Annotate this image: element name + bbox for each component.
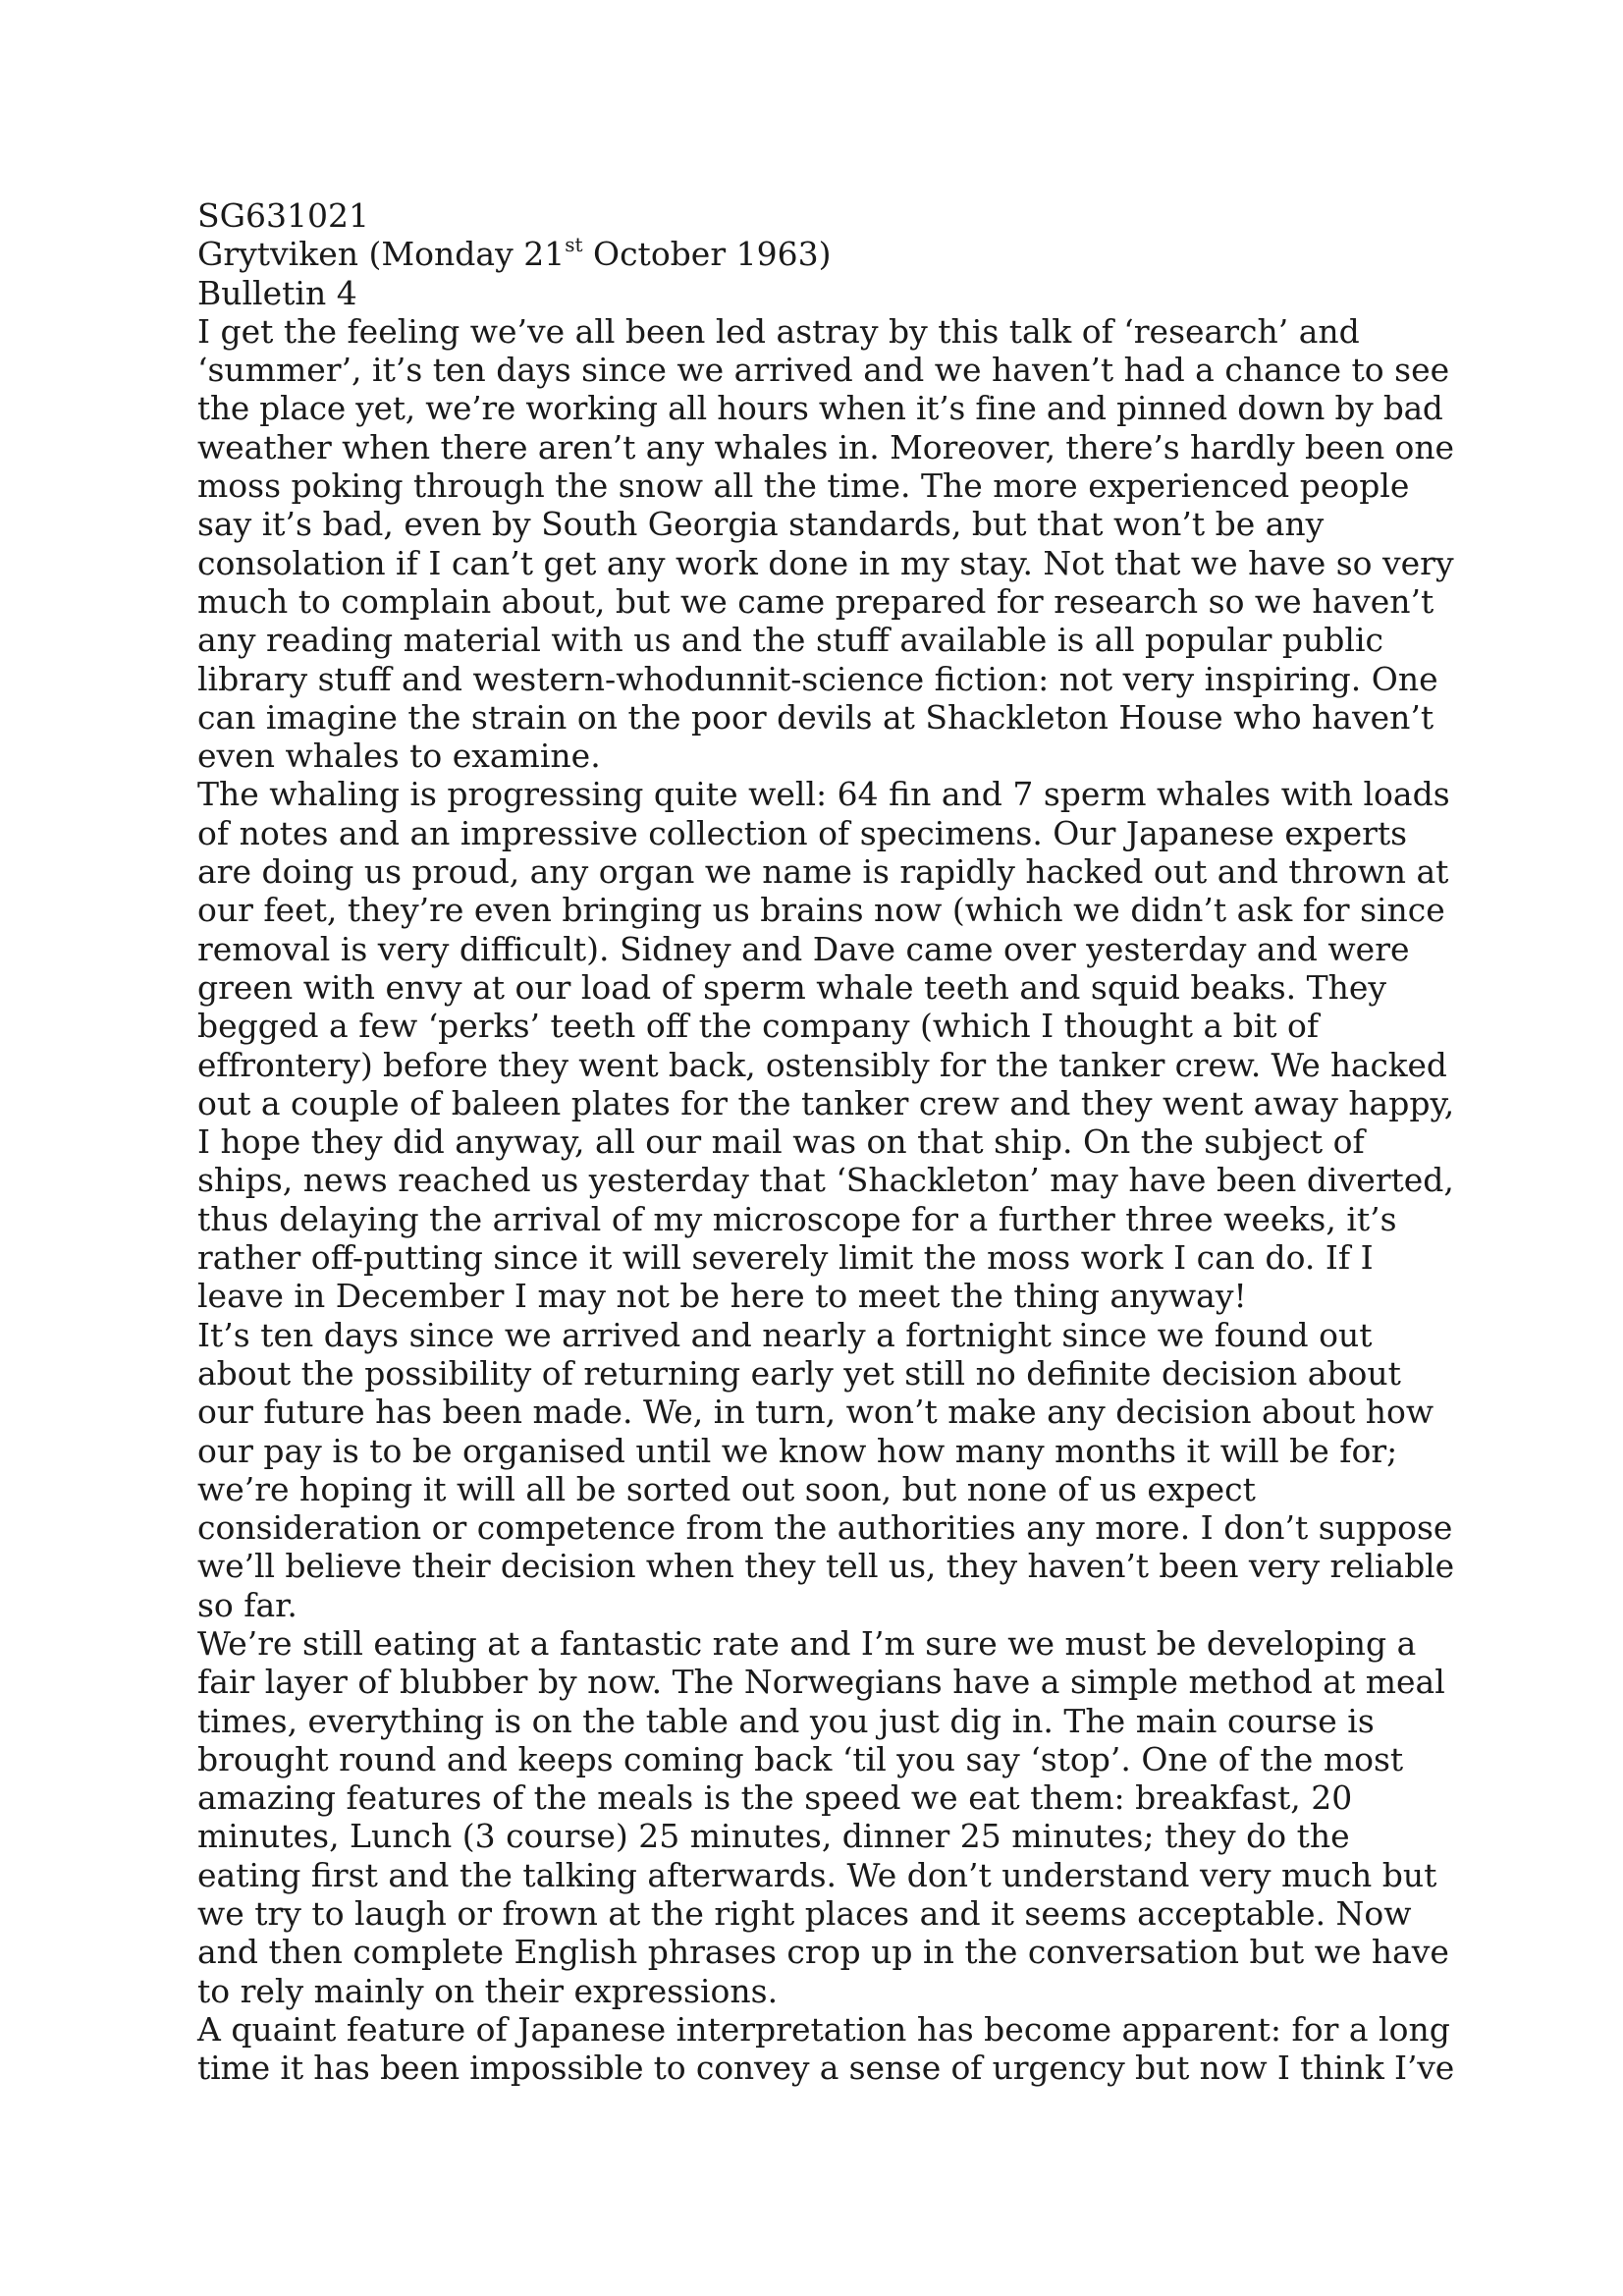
text-line: our pay is to be organised until we know how many months it will be for; — [197, 1431, 1398, 1470]
paragraph — [197, 1316, 1454, 1624]
paragraph — [197, 312, 1454, 776]
text-line: of notes and an impressive collection of specimens. Our Japanese experts — [197, 813, 1408, 852]
text-line: ‘summer’, it’s ten days since we arrived and we haven’t had a chance to see — [197, 351, 1450, 390]
text-line: the place yet, we’re working all hours when it’s fine and pinned down by bad — [197, 389, 1443, 428]
text-line: so far. — [197, 1585, 298, 1624]
text-line: about the possibility of returning early yet still no definite decision about — [197, 1353, 1401, 1393]
text-line: even whales to examine. — [197, 737, 601, 776]
text-line: It’s ten days since we arrived and nearly a fortnight since we found out — [197, 1315, 1373, 1354]
text-line: weather when there aren’t any whales in. Moreover, there’s hardly been one — [197, 427, 1454, 466]
body-text — [197, 312, 1454, 2088]
document-reference: SG631021 — [197, 196, 369, 235]
text-line: brought round and keeps coming back ‘til you say ‘stop’. One of the most — [197, 1739, 1404, 1778]
text-line: begged a few ‘perks’ teeth off the company (which I thought a bit of — [197, 1007, 1320, 1046]
text-line: rather off-putting since it will severely limit the moss work I can do. If I — [197, 1238, 1374, 1278]
text-line: we’ll believe their decision when they tell us, they haven’t been very reliable — [197, 1547, 1455, 1586]
bulletin-number: Bulletin 4 — [197, 273, 357, 312]
text-line: ships, news reached us yesterday that ‘Shackleton’ may have been diverted, — [197, 1161, 1454, 1200]
text-line: A quaint feature of Japanese interpretation has become apparent: for a long — [197, 2009, 1450, 2049]
paragraph — [197, 1624, 1454, 2010]
text-line: our future has been made. We, in turn, won’t make any decision about how — [197, 1393, 1434, 1432]
text-line: moss poking through the snow all the time. The more experienced people — [197, 466, 1410, 506]
dateline-place: Grytviken (Monday 21 — [197, 235, 566, 274]
text-line: leave in December I may not be here to meet the thing anyway! — [197, 1277, 1247, 1316]
text-line: we’re hoping it will all be sorted out soon, but none of us expect — [197, 1469, 1256, 1508]
text-line: green with envy at our load of sperm whale teeth and squid beaks. They — [197, 967, 1387, 1007]
document-page — [197, 196, 1454, 2088]
text-line: are doing us proud, any organ we name is rapidly hacked out and thrown at — [197, 852, 1449, 892]
text-line: times, everything is on the table and you just dig in. The main course is — [197, 1701, 1375, 1740]
text-line: The whaling is progressing quite well: 64 fin and 7 sperm whales with loads — [197, 775, 1450, 814]
text-line: fair layer of blubber by now. The Norwegians have a simple method at meal — [197, 1663, 1445, 1702]
text-line: library stuff and western-whodunnit-science fiction: not very inspiring. One — [197, 659, 1438, 698]
text-line: We’re still eating at a fantastic rate and I’m sure we must be developing a — [197, 1623, 1417, 1663]
text-line: can imagine the strain on the poor devils at Shackleton House who haven’t — [197, 697, 1434, 737]
document-dateline — [197, 235, 1454, 273]
text-line: to rely mainly on their expressions. — [197, 1971, 779, 2010]
text-line: out a couple of baleen plates for the tanker crew and they went away happy, — [197, 1083, 1455, 1122]
text-line: I hope they did anyway, all our mail was on that ship. On the subject of — [197, 1122, 1365, 1162]
paragraph — [197, 2010, 1454, 2088]
text-line: our feet, they’re even bringing us brains now (which we didn’t ask for since — [197, 891, 1445, 930]
text-line: we try to laugh or frown at the right places and it seems acceptable. Now — [197, 1894, 1412, 1934]
text-line: minutes, Lunch (3 course) 25 minutes, dinner 25 minutes; they do the — [197, 1817, 1350, 1856]
text-line: time it has been impossible to convey a sense of urgency but now I think I’ve — [197, 2049, 1455, 2088]
text-line: I get the feeling we’ve all been led astray by this talk of ‘research’ and — [197, 311, 1360, 351]
dateline-ordinal-suffix: st — [565, 233, 583, 257]
text-line: say it’s bad, even by South Georgia standards, but that won’t be any — [197, 505, 1325, 544]
dateline-rest: October 1963) — [582, 235, 832, 274]
text-line: and then complete English phrases crop up in the conversation but we have — [197, 1933, 1449, 1972]
text-line: consolation if I can’t get any work done in my stay. Not that we have so very — [197, 543, 1454, 582]
text-line: effrontery) before they went back, ostensibly for the tanker crew. We hacked — [197, 1045, 1447, 1084]
text-line: any reading material with us and the stuff available is all popular public — [197, 621, 1384, 660]
text-line: amazing features of the meals is the speed we eat them: breakfast, 20 — [197, 1778, 1353, 1818]
text-line: consideration or competence from the authorities any more. I don’t suppose — [197, 1508, 1453, 1548]
text-line: eating first and the talking afterwards. We don’t understand very much but — [197, 1855, 1437, 1894]
text-line: removal is very difficult). Sidney and Dave came over yesterday and were — [197, 929, 1410, 968]
text-line: thus delaying the arrival of my microscope for a further three weeks, it’s — [197, 1199, 1397, 1238]
paragraph — [197, 775, 1454, 1315]
text-line: much to complain about, but we came prepared for research so we haven’t — [197, 581, 1434, 621]
